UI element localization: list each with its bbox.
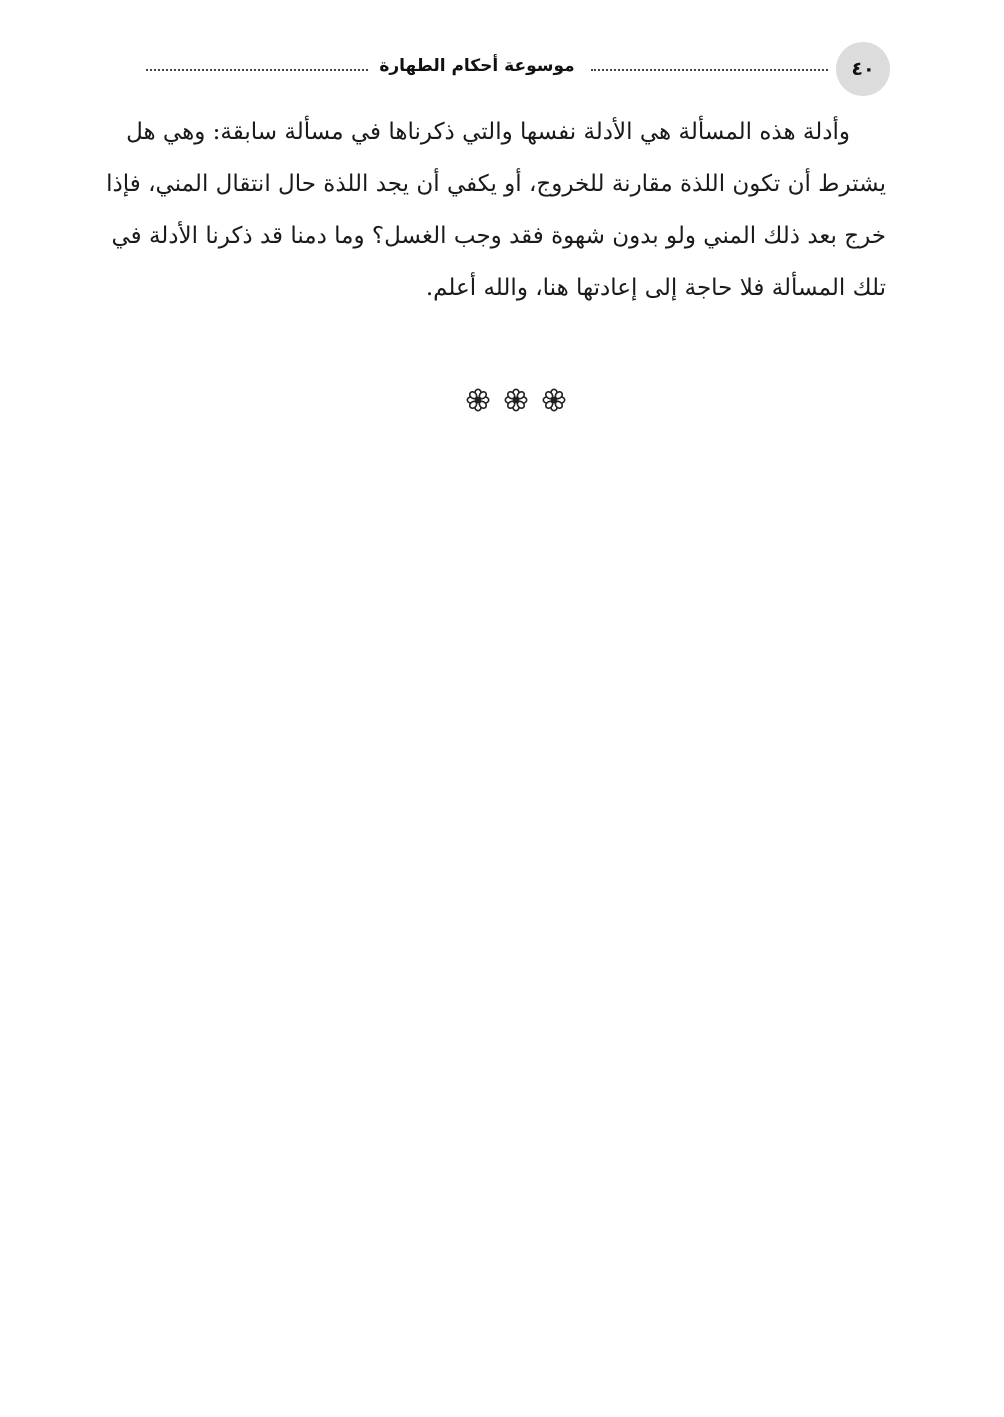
flower-icon: [542, 388, 566, 412]
page-number: ٤٠: [836, 42, 890, 96]
flower-icon: [504, 388, 528, 412]
flower-icon: [466, 388, 490, 412]
page-header: [146, 42, 890, 96]
running-title: موسوعة أحكام الطهارة: [379, 56, 575, 76]
header-dotted-rule-left: [146, 69, 368, 71]
section-ornament: [466, 383, 566, 417]
header-dotted-rule-right: [591, 69, 828, 71]
paragraph-line: تلك المسألة فلا حاجة إلى إعادتها هنا، والله أعلم.: [425, 275, 886, 301]
paragraph-line: خرج بعد ذلك المني ولو بدون شهوة فقد وجب الغسل؟ وما دمنا قد ذكرنا الأدلة في: [111, 223, 886, 249]
paragraph-line: وأدلة هذه المسألة هي الأدلة نفسها والتي ذكرناها في مسألة سابقة: وهي هل: [126, 119, 850, 145]
body-paragraph: [106, 106, 886, 314]
paragraph-line: يشترط أن تكون اللذة مقارنة للخروج، أو يكفي أن يجد اللذة حال انتقال المني، فإذا: [106, 171, 886, 197]
